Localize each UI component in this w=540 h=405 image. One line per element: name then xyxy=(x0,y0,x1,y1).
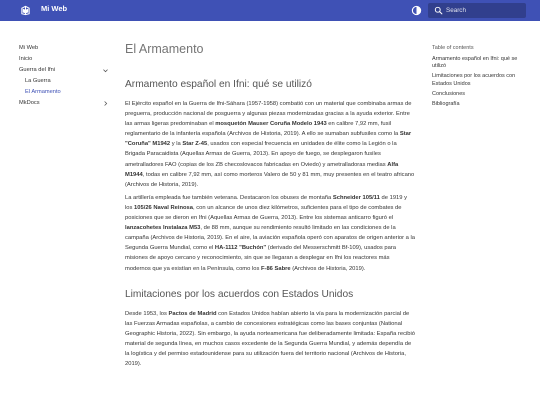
toc-item-bibliografia[interactable]: Bibliografía xyxy=(432,100,460,107)
toc-item-conclusiones[interactable]: Conclusiones xyxy=(432,90,466,97)
search-input[interactable] xyxy=(446,4,522,17)
table-of-contents xyxy=(432,43,532,109)
nav-item-mkdocs[interactable] xyxy=(19,98,109,109)
toc-item-armamento[interactable]: Armamento español en Ifni: qué se utilizó xyxy=(432,55,518,70)
paragraph-pactos-madrid: Desde 1953, los Pactos de Madrid con Estados Unidos habían abierto la vía para la modernización parcial de las Fuerzas Armadas españolas, a cambio de concesiones estratégicas como las bases conjuntas (National Geographic Historia, 2022). Sin embargo, la ayuda norteamericana fue deliberadamente limitada: España recibió material de segunda línea, en muchos casos excedente de la Segunda Guerra Mundial, y además dependía de la logística y del permiso estadounidense para su utilización fuera del territorio nacional (Archivos de Historia, 2019). xyxy=(125,310,416,368)
chevron-right-icon[interactable] xyxy=(102,100,109,107)
book-logo-icon[interactable] xyxy=(20,5,31,16)
paragraph-armas-ligeras: El Ejército español en la Guerra de Ifni-Sáhara (1957-1958) combatió con un material que combinaba armas de preguerra, producción nacional de posguerra y algunas piezas modernizadas gracias a la ayuda exterior. Entre las armas ligeras predominaban el mosquetón Mauser Coruña Modelo 1943 en calibre 7,92 mm, fusil reglamentario de la infantería española (Archivos de Historia, 2019). A ello se sumaban subfusiles como la Star "Coruña" M1942 y la Star Z-45, usados con especial frecuencia en unidades de élite como la Legión o la Brigada Paracaidista (Aquellas Armas de Guerra, 2013). En apoyo de fuego, se desplegaron fusiles ametralladores FAO (copias de los ZB checoslovacos fabricadas en Oviedo) y ametralladoras medias Alfa M1944, todas en calibre 7,92 mm, así como morteros Valero de 50 y 81 mm, muy presentes en el teatro africano (Archivos de Historia, 2019). xyxy=(125,101,415,188)
search-box[interactable] xyxy=(428,3,526,18)
section-heading-limitaciones: Limitaciones por los acuerdos con Estados Unidos xyxy=(125,288,354,300)
nav-item-guerra-del-ifni[interactable] xyxy=(19,65,109,76)
site-title[interactable]: Mi Web xyxy=(41,4,68,13)
chevron-down-icon[interactable] xyxy=(102,67,109,74)
search-icon xyxy=(434,6,443,15)
nav-item-inicio[interactable]: Inicio xyxy=(19,56,33,62)
toc-title: Table of contents xyxy=(432,45,474,51)
nav-item-label: MkDocs xyxy=(19,100,40,106)
nav-item-la-guerra[interactable]: La Guerra xyxy=(25,78,51,84)
section-heading-armamento: Armamento español en Ifni: qué se utilizó xyxy=(125,79,312,90)
nav-item-label: Guerra del Ifni xyxy=(19,67,56,73)
toc-item-limitaciones[interactable]: Limitaciones por los acuerdos con Estados Unidos xyxy=(432,73,516,87)
top-header xyxy=(0,0,540,21)
page-title: El Armamento xyxy=(125,42,204,56)
nav-site-title: Mi Web xyxy=(19,45,39,51)
palette-icon[interactable] xyxy=(411,5,422,16)
primary-navigation xyxy=(19,43,109,109)
article-content xyxy=(125,41,415,372)
paragraph-artilleria: La artillería empleada fue también veterana. Destacaron los obuses de montaña Schneider 105/11 de 1919 y los 105/26 Naval Reinosa, con un alcance de unos diez kilómetros, suficientes para el tipo de combates de posiciones que se dieron en Ifni (Aquellas Armas de Guerra, 2013). Entre los sistemas anticarro figuró el lanzacohetes Instalaza M53, de 88 mm, aunque su rendimiento resultó limitado en las condiciones de la campaña (Archivos de Historia, 2019). En el aire, la aviación española operó con aparatos de origen anterior a la Segunda Guerra Mundial, como el HA-1112 "Buchón" (derivado del Messerschmitt Bf-109), usados para misiones de apoyo cercano y reconocimiento, sin que se llegaran a desplegar en Ifni los reactores más modernos que ya existían en la Península, como los F-86 Sabre (Archivos de Historia, 2019). xyxy=(125,194,416,272)
nav-item-el-armamento[interactable]: El Armamento xyxy=(25,89,61,95)
